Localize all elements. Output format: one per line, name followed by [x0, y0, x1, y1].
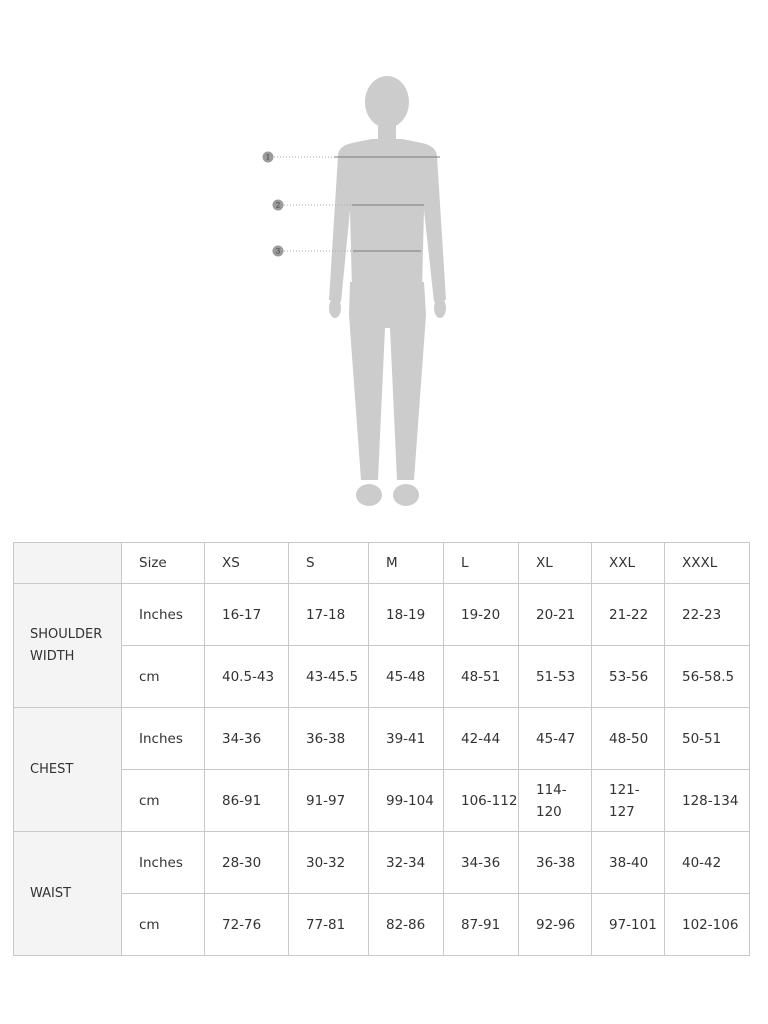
measurement-value-cell: 40-42	[665, 832, 750, 894]
measurement-value-cell: 19-20	[444, 584, 519, 646]
unit-label: Inches	[122, 708, 205, 770]
unit-label: cm	[122, 646, 205, 708]
table-row	[14, 584, 750, 646]
body-silhouette-icon	[329, 76, 446, 506]
measurement-value-cell: 48-51	[444, 646, 519, 708]
measurement-value-cell: 40.5-43	[205, 646, 289, 708]
measurement-value-cell: 38-40	[592, 832, 665, 894]
measurement-value-cell: 30-32	[289, 832, 369, 894]
measurement-value-cell: 77-81	[289, 894, 369, 956]
measurement-value-cell: 56-58.5	[665, 646, 750, 708]
corner-cell	[14, 543, 122, 584]
size-header-l: L	[444, 543, 519, 584]
measurement-value-cell: 114-120	[519, 770, 592, 832]
size-header-label: Size	[122, 543, 205, 584]
size-header-xxxl: XXXL	[665, 543, 750, 584]
measurement-group-label: SHOULDER WIDTH	[14, 584, 122, 708]
measurement-value-cell: 91-97	[289, 770, 369, 832]
size-chart-table	[13, 542, 750, 956]
unit-label: Inches	[122, 584, 205, 646]
measurement-value-cell: 34-36	[205, 708, 289, 770]
measurement-value-cell: 22-23	[665, 584, 750, 646]
unit-label: cm	[122, 770, 205, 832]
unit-label: Inches	[122, 832, 205, 894]
table-row	[14, 708, 750, 770]
measurement-value-cell: 97-101	[592, 894, 665, 956]
header-row	[14, 543, 750, 584]
marker-2-label: 2	[275, 201, 281, 210]
measurement-value-cell: 43-45.5	[289, 646, 369, 708]
measurement-value-cell: 45-47	[519, 708, 592, 770]
size-header-xxl: XXL	[592, 543, 665, 584]
measurement-value-cell: 48-50	[592, 708, 665, 770]
measurement-value-cell: 36-38	[289, 708, 369, 770]
measurement-value-cell: 53-56	[592, 646, 665, 708]
marker-3-label: 3	[275, 247, 281, 256]
table-row	[14, 646, 750, 708]
measurement-value-cell: 36-38	[519, 832, 592, 894]
measurement-value-cell: 102-106	[665, 894, 750, 956]
size-header-xl: XL	[519, 543, 592, 584]
measurement-value-cell: 106-112	[444, 770, 519, 832]
measurement-value-cell: 92-96	[519, 894, 592, 956]
measurement-value-cell: 28-30	[205, 832, 289, 894]
measurement-value-cell: 87-91	[444, 894, 519, 956]
measurement-value-cell: 86-91	[205, 770, 289, 832]
size-header-s: S	[289, 543, 369, 584]
measurement-value-cell: 45-48	[369, 646, 444, 708]
measurement-value-cell: 18-19	[369, 584, 444, 646]
measurement-value-cell: 82-86	[369, 894, 444, 956]
measurement-value-cell: 51-53	[519, 646, 592, 708]
measurement-value-cell: 39-41	[369, 708, 444, 770]
table-row	[14, 770, 750, 832]
measurement-value-cell: 128-134	[665, 770, 750, 832]
unit-label: cm	[122, 894, 205, 956]
measurement-value-cell: 32-34	[369, 832, 444, 894]
size-header-m: M	[369, 543, 444, 584]
measurement-value-cell: 121-127	[592, 770, 665, 832]
size-header-xs: XS	[205, 543, 289, 584]
marker-1-label: 1	[265, 153, 271, 162]
measurement-value-cell: 21-22	[592, 584, 665, 646]
measurement-value-cell: 99-104	[369, 770, 444, 832]
measurement-value-cell: 50-51	[665, 708, 750, 770]
table-row	[14, 832, 750, 894]
measurement-value-cell: 34-36	[444, 832, 519, 894]
measurement-value-cell: 16-17	[205, 584, 289, 646]
table-row	[14, 894, 750, 956]
measurement-value-cell: 17-18	[289, 584, 369, 646]
measurement-group-label: WAIST	[14, 832, 122, 956]
measurement-value-cell: 20-21	[519, 584, 592, 646]
measurement-value-cell: 72-76	[205, 894, 289, 956]
measurement-value-cell: 42-44	[444, 708, 519, 770]
measurement-group-label: CHEST	[14, 708, 122, 832]
